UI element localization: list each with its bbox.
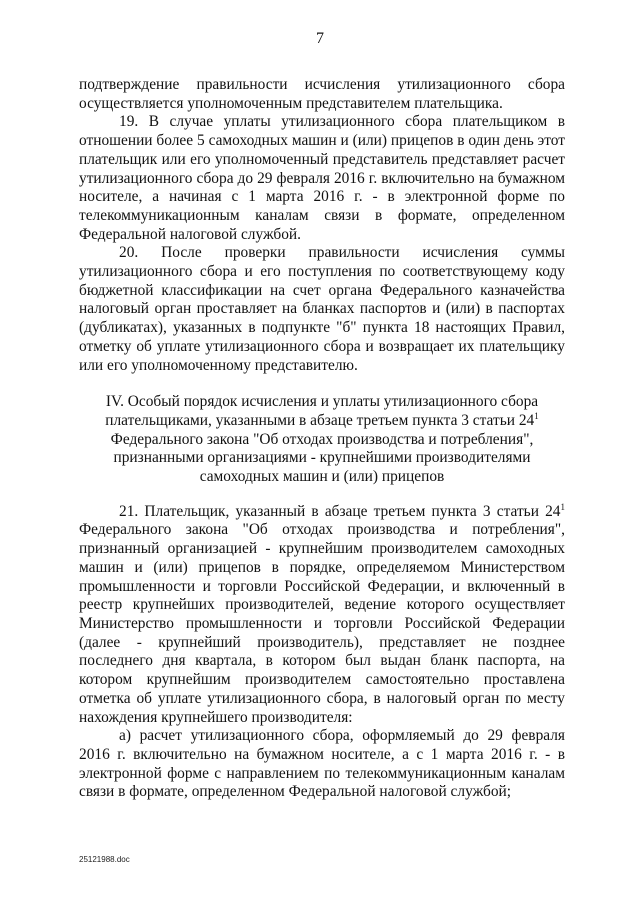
heading-text-1: IV. Особый порядок исчисления и уплаты утилизационного сбора плательщиками, указанными в абзаце третьем пункта 3 статьи 24	[105, 393, 539, 429]
document-body	[79, 76, 565, 802]
heading-superscript: 1	[534, 410, 539, 421]
paragraph-21-text-1: 21. Плательщик, указанный в абзаце третьем пункта 3 статьи 24	[119, 502, 561, 520]
paragraph-a: а) расчет утилизационного сбора, оформляемый до 29 февраля 2016 г. включительно на бумажном носителе, а с 1 марта 2016 г. - в электронной форме с направлением по телекоммуникационным каналам связи в формате, определенном Федеральной налоговой службой;	[79, 727, 565, 801]
paragraph-19: 19. В случае уплаты утилизационного сбора плательщиком в отношении более 5 самоходных машин и (или) прицепов в один день этот плательщик или его уполномоченный представитель представляет расчет утилизационного сбора до 29 февраля 2016 г. включительно на бумажном носителе, а начиная с 1 марта 2016 г. - в электронной форме по телекоммуникационным каналам связи в формате, определенном Федеральной налоговой службой.	[79, 113, 565, 243]
heading-text-2: Федерального закона "Об отходах производства и потребления", признанными организациями - крупнейшими производителями самоходных машин и (или) прицепов	[110, 430, 534, 486]
spacer	[79, 487, 565, 503]
paragraph-20: 20. После проверки правильности исчисления суммы утилизационного сбора и его поступления по соответствующему коду бюджетной классификации на счет органа Федерального казначейства налоговый орган проставляет на бланках паспортов и (или) в паспортах (дубликатах), указанных в подпункте "б" пункта 18 настоящих Правил, отметку об уплате утилизационного сбора и возвращает их плательщику или его уполномоченному представителю.	[79, 244, 565, 374]
paragraph-continuation: подтверждение правильности исчисления утилизационного сбора осуществляется уполномоченным представителем плательщика.	[79, 76, 565, 112]
document-footer: 25121988.doc	[79, 855, 130, 864]
page-number: 7	[316, 30, 324, 47]
spacer	[79, 375, 565, 393]
paragraph-21-text-2: Федерального закона "Об отходах производства и потребления", признанный организацией - крупнейшим производителем самоходных машин и (или) прицепов в порядке, определяемом Министерством промышленности и торговли Российской Федерации, и включенный в реестр крупнейших производителей, ведение которого осуществляет Министерство промышленности и торговли Российской Федерации (далее - крупнейший производитель), представляет не позднее последнего дня квартала, в котором был выдан бланк паспорта, на котором крупнейшим производителем самостоятельно проставлена отметка об уплате утилизационного сбора, в налоговый орган по месту нахождения крупнейшего производителя:	[79, 521, 565, 726]
section-heading	[79, 393, 565, 487]
paragraph-21-superscript: 1	[560, 501, 565, 512]
paragraph-21	[79, 503, 565, 727]
